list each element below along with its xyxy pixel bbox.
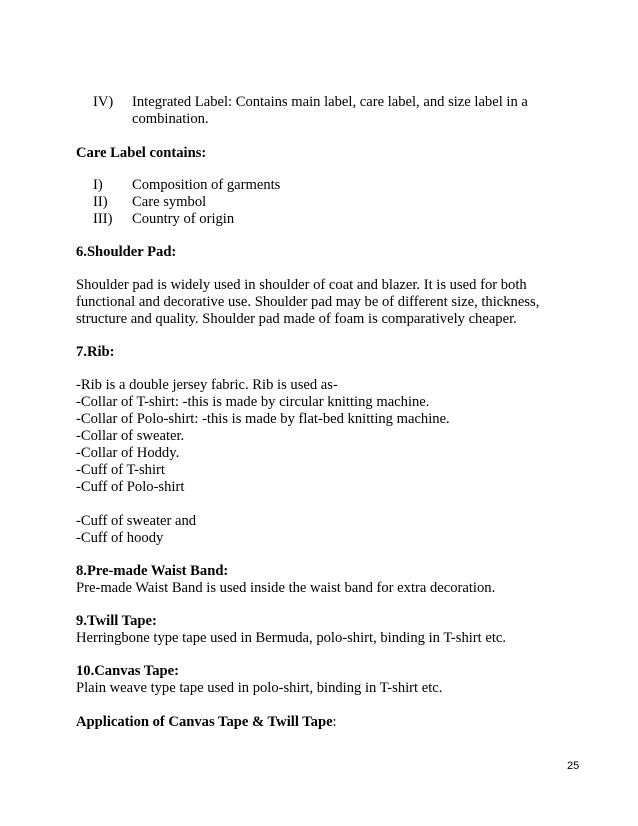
shoulder-pad-heading: 6.Shoulder Pad: <box>76 244 177 260</box>
waist-band-text: Pre-made Waist Band is used inside the waist band for extra decoration. <box>76 580 496 596</box>
numeral-i: I) <box>93 177 103 193</box>
care-item-origin: Country of origin <box>132 211 235 227</box>
numeral-iv: IV) <box>93 94 114 110</box>
waist-band-heading: 8.Pre-made Waist Band: <box>76 563 229 579</box>
rib-line: -Collar of Polo-shirt: -this is made by flat-bed knitting machine. <box>76 411 450 427</box>
rib-line: -Collar of Hoddy. <box>76 445 180 461</box>
care-label-heading: Care Label contains: <box>76 145 207 161</box>
numeral-ii: II) <box>93 194 108 210</box>
application-heading-line <box>76 714 337 731</box>
shoulder-pad-line: structure and quality. Shoulder pad made of foam is comparatively cheaper. <box>76 311 517 327</box>
integrated-label-line2: combination. <box>132 111 209 127</box>
shoulder-pad-line: functional and decorative use. Shoulder pad may be of different size, thickness, <box>76 294 540 310</box>
application-heading: Application of Canvas Tape & Twill Tape <box>76 714 333 730</box>
integrated-label-line1: Integrated Label: Contains main label, care label, and size label in a <box>132 94 528 110</box>
rib-line: -Collar of sweater. <box>76 428 185 444</box>
rib-line: -Cuff of T-shirt <box>76 462 165 478</box>
numeral-iii: III) <box>93 211 113 227</box>
twill-tape-heading: 9.Twill Tape: <box>76 613 157 629</box>
application-colon: : <box>332 714 337 730</box>
page-number: 25 <box>567 760 580 772</box>
rib-line: -Cuff of sweater and <box>76 513 197 529</box>
twill-tape-text: Herringbone type tape used in Bermuda, polo-shirt, binding in T-shirt etc. <box>76 630 507 646</box>
rib-line: -Rib is a double jersey fabric. Rib is used as- <box>76 377 338 393</box>
shoulder-pad-line: Shoulder pad is widely used in shoulder of coat and blazer. It is used for both <box>76 277 527 293</box>
rib-heading: 7.Rib: <box>76 344 115 360</box>
rib-line: -Cuff of hoody <box>76 530 164 546</box>
canvas-tape-text: Plain weave type tape used in polo-shirt, binding in T-shirt etc. <box>76 680 443 696</box>
rib-line: -Cuff of Polo-shirt <box>76 479 185 495</box>
rib-line: -Collar of T-shirt: -this is made by circular knitting machine. <box>76 394 430 410</box>
canvas-tape-heading: 10.Canvas Tape: <box>76 663 179 679</box>
care-item-symbol: Care symbol <box>132 194 207 210</box>
care-item-composition: Composition of garments <box>132 177 281 193</box>
